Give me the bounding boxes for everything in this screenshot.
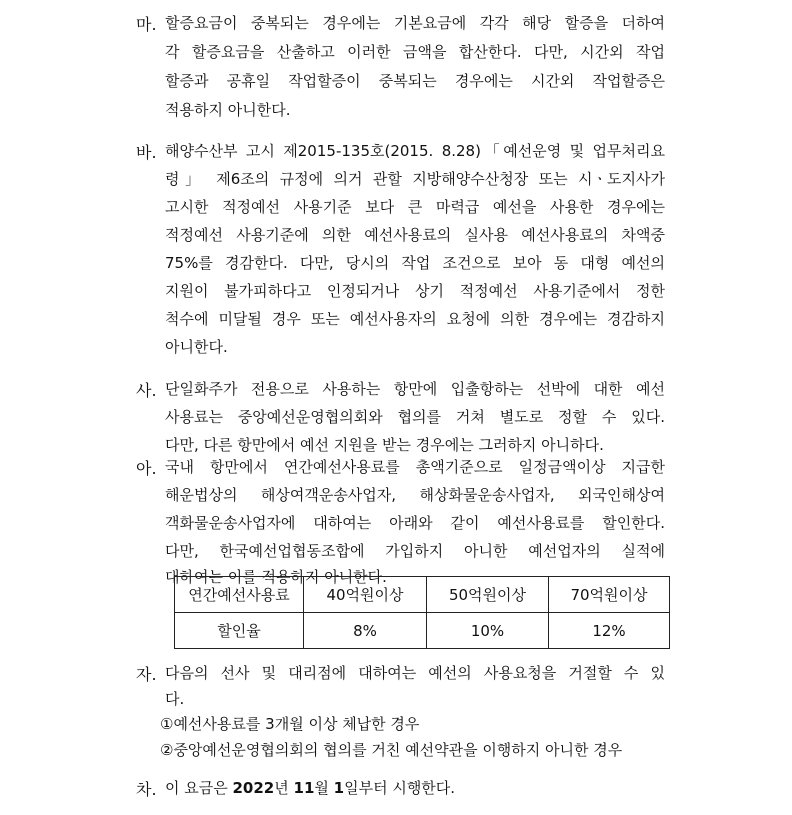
discount-table bbox=[174, 576, 670, 649]
item-line: 적용하지 아니한다. bbox=[165, 101, 291, 119]
item-line: 아니한다. bbox=[165, 338, 228, 356]
item-marker: 마. bbox=[136, 15, 157, 34]
item-marker: 자. bbox=[136, 665, 157, 684]
effective-year: 2022 bbox=[232, 779, 275, 797]
table-header-cell: 연간예선사용료 bbox=[175, 577, 304, 613]
item-line: 각 할증요금을 산출하고 이러한 금액을 합산한다. 다만, 시간외 작업 bbox=[165, 43, 665, 61]
table-cell: 10% bbox=[427, 613, 549, 649]
table-cell: 할인율 bbox=[175, 613, 304, 649]
item-line: 단일화주가 전용으로 사용하는 항만에 입출항하는 선박에 대한 예선 bbox=[165, 380, 665, 398]
item-line: 75%를 경감한다. 다만, 당시의 작업 조건으로 보아 동 대형 예선의 bbox=[165, 254, 665, 272]
item-line: 할증요금이 중복되는 경우에는 기본요금에 각각 해당 할증을 더하여 bbox=[165, 14, 665, 32]
table-header-cell: 50억원이상 bbox=[427, 577, 549, 613]
item-line: 다만, 한국예선업협동조합에 가입하지 아니한 예선업자의 실적에 bbox=[165, 542, 665, 560]
table-cell: 12% bbox=[549, 613, 670, 649]
item-line: 다. bbox=[165, 690, 185, 708]
item-line: 척수에 미달될 경우 또는 예선사용자의 요청에 의한 경우에는 경감하지 bbox=[165, 310, 665, 328]
table-header-row bbox=[175, 577, 670, 613]
item-line: 령」 제6조의 규정에 의거 관할 지방해양수산청장 또는 시ㆍ도지사가 bbox=[165, 170, 665, 188]
effective-date-prefix: 이 요금은 bbox=[165, 779, 233, 797]
item-marker: 바. bbox=[136, 143, 157, 162]
effective-month: 11 bbox=[293, 779, 315, 797]
month-suffix: 월 bbox=[314, 779, 334, 797]
item-line: 사용료는 중앙예선운영협의회와 협의를 거쳐 별도로 정할 수 있다. bbox=[165, 408, 665, 426]
item-line: 적정예선 사용기준에 의한 예선사용료의 실사용 예선사용료의 차액중 bbox=[165, 226, 665, 244]
effective-date-line bbox=[165, 777, 665, 798]
item-marker: 차. bbox=[136, 780, 157, 799]
table-cell: 8% bbox=[304, 613, 427, 649]
item-line: 객화물운송사업자에 대하여는 아래와 같이 예선사용료를 할인한다. bbox=[165, 514, 665, 532]
item-line: 해양수산부 고시 제2015-135호(2015. 8.28)「예선운영 및 업무처리요 bbox=[165, 142, 665, 160]
item-marker: 아. bbox=[136, 459, 157, 478]
item-marker: 사. bbox=[136, 381, 157, 400]
item-line: 고시한 적정예선 사용기준 보다 큰 마력급 예선을 사용한 경우에는 bbox=[165, 198, 665, 216]
item-line: 다만, 다른 항만에서 예선 지원을 받는 경우에는 그러하지 아니하다. bbox=[165, 436, 604, 454]
table-header-cell: 40억원이상 bbox=[304, 577, 427, 613]
table-row bbox=[175, 613, 670, 649]
year-suffix: 년 bbox=[274, 779, 294, 797]
table-header-cell: 70억원이상 bbox=[549, 577, 670, 613]
item-line: 다음의 선사 및 대리점에 대하여는 예선의 사용요청을 거절할 수 있 bbox=[165, 664, 665, 682]
effective-day: 1 bbox=[333, 779, 345, 797]
item-line: 지원이 불가피하다고 인정되거나 상기 적정예선 사용기준에서 정한 bbox=[165, 282, 665, 300]
item-line: 국내 항만에서 연간예선사용료를 총액기준으로 일정금액이상 지급한 bbox=[165, 458, 665, 476]
sub-item: ②중앙예선운영협의회의 협의를 거친 예선약관을 이행하지 아니한 경우 bbox=[160, 741, 623, 759]
item-line: 대하여는 이를 적용하지 아니한다. bbox=[165, 568, 387, 586]
sub-item: ①예선사용료를 3개월 이상 체납한 경우 bbox=[160, 715, 420, 733]
day-suffix: 일부터 시행한다. bbox=[344, 779, 456, 797]
item-line: 할증과 공휴일 작업할증이 중복되는 경우에는 시간외 작업할증은 bbox=[165, 72, 665, 90]
item-line: 해운법상의 해상여객운송사업자, 해상화물운송사업자, 외국인해상여 bbox=[165, 486, 665, 504]
